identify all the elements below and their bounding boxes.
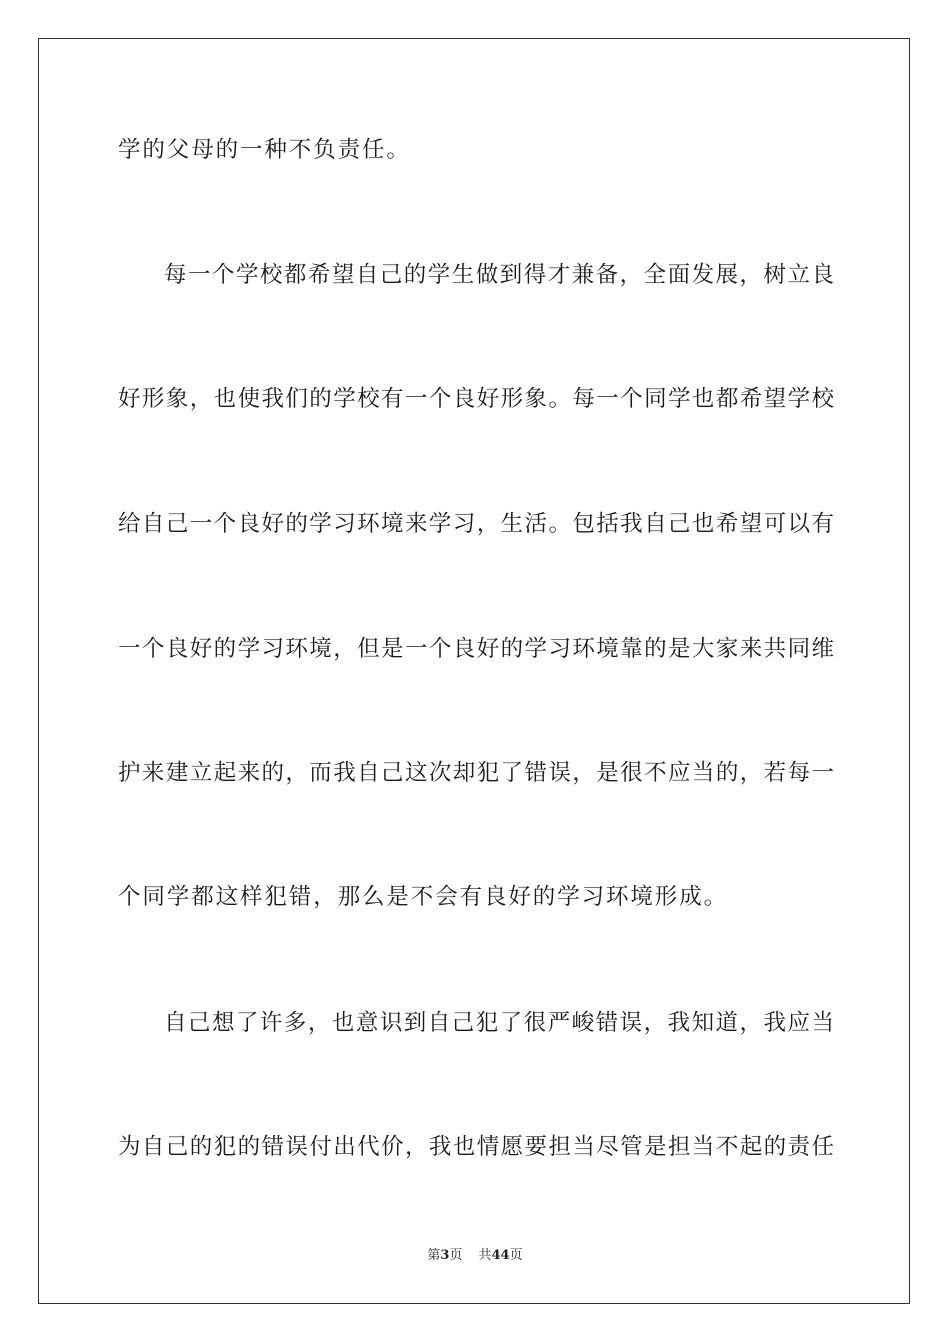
page-suffix: 页 (449, 1248, 463, 1263)
total-prefix: 共 (478, 1248, 492, 1263)
page-current: 3 (440, 1248, 450, 1263)
paragraph-line: 个同学都这样犯错，那么是不会有良好的学习环境形成。 (118, 884, 729, 910)
total-suffix: 页 (509, 1248, 523, 1263)
page-prefix: 第 (427, 1248, 441, 1263)
paragraph-line: 为自己的犯的错误付出代价，我也情愿要担当尽管是担当不起的责任 (118, 1134, 834, 1160)
paragraph-line: 自己想了许多，也意识到自己犯了很严峻错误，我知道，我应当 (164, 1010, 834, 1036)
paragraph-line: 给自己一个良好的学习环境来学习，生活。包括我自己也希望可以有 (118, 511, 834, 537)
page-footer (0, 1246, 950, 1266)
paragraph-line: 每一个学校都希望自己的学生做到得才兼备，全面发展，树立良 (164, 262, 834, 288)
page-frame (38, 38, 910, 1304)
paragraph-line: 护来建立起来的，而我自己这次却犯了错误，是很不应当的，若每一 (118, 760, 834, 786)
page-total: 44 (491, 1248, 510, 1263)
paragraph-line: 学的父母的一种不负责任。 (118, 137, 411, 163)
paragraph-line: 好形象，也使我们的学校有一个良好形象。每一个同学也都希望学校 (118, 386, 834, 412)
paragraph-line: 一个良好的学习环境，但是一个良好的学习环境靠的是大家来共同维 (118, 636, 834, 662)
